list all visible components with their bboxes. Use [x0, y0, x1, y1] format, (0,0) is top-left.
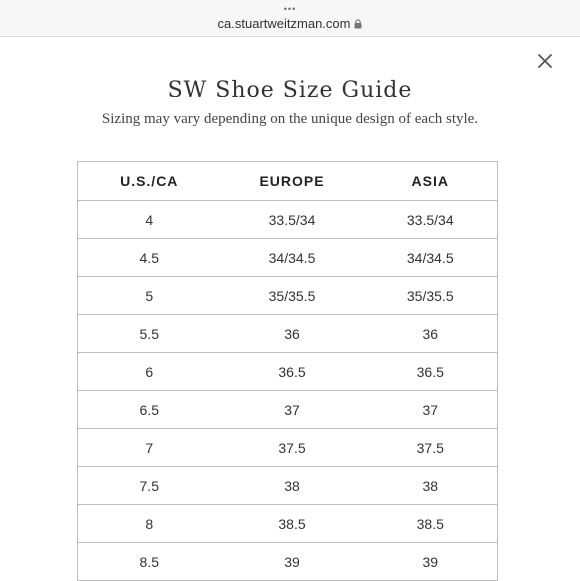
- cell-europe: 38: [221, 467, 364, 505]
- cell-us-ca: 8: [78, 505, 221, 543]
- cell-asia: 34/34.5: [364, 239, 498, 277]
- cell-asia: 36: [364, 315, 498, 353]
- cell-asia: 33.5/34: [364, 201, 498, 239]
- table-row: [78, 277, 498, 315]
- table-row: [78, 239, 498, 277]
- cell-europe: 39: [221, 543, 364, 581]
- cell-asia: 38: [364, 467, 498, 505]
- table-row: [78, 201, 498, 239]
- url-display[interactable]: [0, 16, 580, 32]
- modal-title: SW Shoe Size Guide: [167, 78, 413, 97]
- size-guide-table: [77, 161, 498, 581]
- cell-asia: 37.5: [364, 429, 498, 467]
- cell-asia: 39: [364, 543, 498, 581]
- table-row: [78, 429, 498, 467]
- cell-us-ca: 6: [78, 353, 221, 391]
- cell-us-ca: 5: [78, 277, 221, 315]
- cell-us-ca: 7.5: [78, 467, 221, 505]
- cell-us-ca: 6.5: [78, 391, 221, 429]
- cell-europe: 33.5/34: [221, 201, 364, 239]
- url-text: ca.stuartweitzman.com: [217, 16, 351, 31]
- cell-us-ca: 5.5: [78, 315, 221, 353]
- cell-asia: 35/35.5: [364, 277, 498, 315]
- modal-title-region: [0, 68, 580, 97]
- cell-europe: 38.5: [221, 505, 364, 543]
- cell-us-ca: 8.5: [78, 543, 221, 581]
- table-row: [78, 505, 498, 543]
- table-row: [78, 353, 498, 391]
- table-header-row: [78, 162, 498, 201]
- browser-menu-dots[interactable]: •••: [283, 4, 297, 14]
- cell-europe: 36.5: [221, 353, 364, 391]
- cell-europe: 36: [221, 315, 364, 353]
- table-row: [78, 315, 498, 353]
- column-header-europe: EUROPE: [221, 162, 364, 201]
- cell-europe: 35/35.5: [221, 277, 364, 315]
- cell-asia: 38.5: [364, 505, 498, 543]
- table-row: [78, 467, 498, 505]
- cell-us-ca: 4: [78, 201, 221, 239]
- cell-europe: 37: [221, 391, 364, 429]
- cell-asia: 36.5: [364, 353, 498, 391]
- table-row: [78, 543, 498, 581]
- column-header-us-ca: U.S./CA: [78, 162, 221, 201]
- cell-us-ca: 4.5: [78, 239, 221, 277]
- cell-asia: 37: [364, 391, 498, 429]
- cell-europe: 34/34.5: [221, 239, 364, 277]
- table-row: [78, 391, 498, 429]
- cell-europe: 37.5: [221, 429, 364, 467]
- column-header-asia: ASIA: [364, 162, 498, 201]
- modal-subtitle: Sizing may vary depending on the unique design of each style.: [101, 111, 479, 127]
- lock-icon: [354, 17, 362, 32]
- browser-address-bar[interactable]: [0, 0, 580, 37]
- cell-us-ca: 7: [78, 429, 221, 467]
